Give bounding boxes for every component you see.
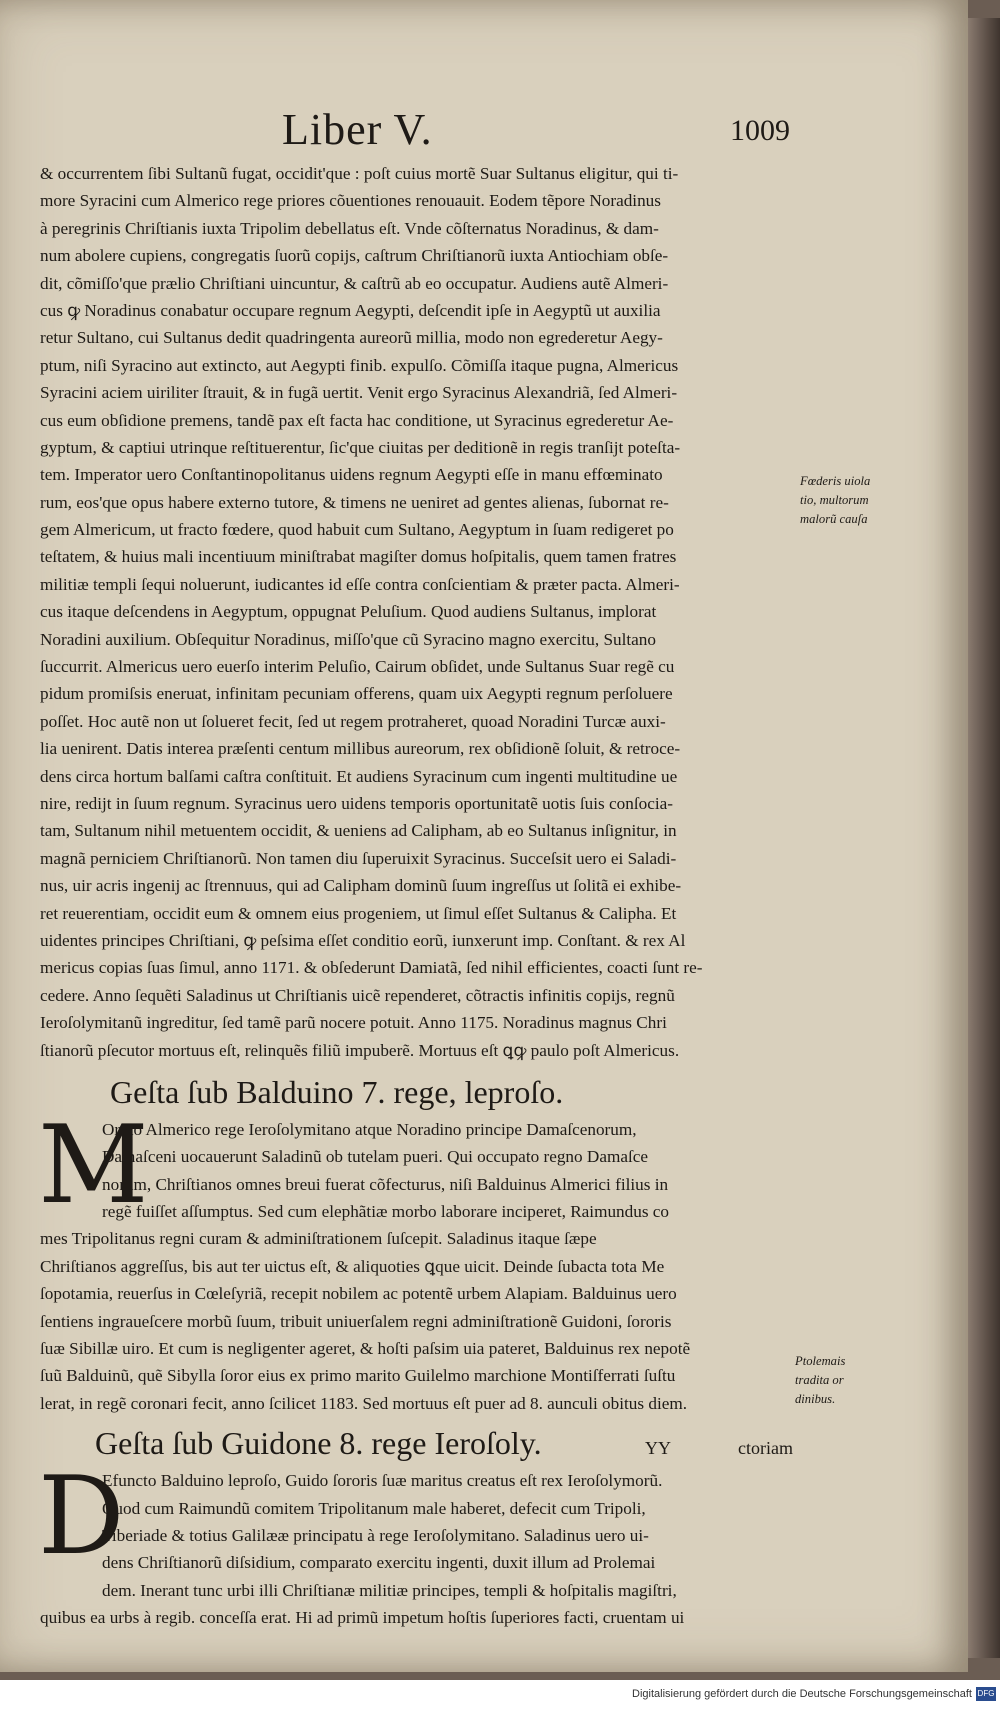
text-line: tam, Sultanum nihil metuentem occidit, & ueniens ad Calipham, ab eo Sultanus inſignitur, in xyxy=(40,821,677,841)
text-line: Efuncto Balduino leproſo, Guido ſororis ſuæ maritus creatus eſt rex Ieroſolymorũ. xyxy=(102,1471,663,1491)
text-line: Tiberiade & totius Galilææ principatu à rege Ieroſolymitano. Saladinus uero ui- xyxy=(102,1525,649,1545)
text-line: ſtianorũ pſecutor mortuus eſt, relinquẽs filiũ impuberẽ. Mortuus eſt ꝗꝙ paulo poſt Almericus. xyxy=(40,1040,680,1060)
text-line: militiæ templi ſequi noluerunt, iudicantes id eſſe contra conſcientiam & præter pacta. Almeri- xyxy=(40,574,680,594)
text-line: cus itaque deſcendens in Aegyptum, oppugnat Peluſium. Quod audiens Sultanus, implorat xyxy=(40,602,657,622)
marginal-line: tradita or xyxy=(795,1373,844,1387)
running-head xyxy=(0,104,968,164)
marginal-line: Ptolemais xyxy=(795,1354,846,1368)
text-line: ſuccurrit. Almericus uero euerſo interim Peluſio, Cairum obſidet, unde Sultanus Suar regẽ cu xyxy=(40,657,675,677)
text-line: lerat, in regẽ coronari fecit, anno ſcilicet 1183. Sed mortuus eſt puer ad 8. aunculi obitus diem. xyxy=(40,1393,688,1413)
text-line: ptum, niſi Syracino aut extincto, aut Aegypti finib. expulſo. Cõmiſſa itaque pugna, Almericus xyxy=(40,355,679,375)
text-line: dit, cõmiſſo'que prælio Chriſtiani uincuntur, & caſtrũ ab eo occupatur. Audiens autẽ Almeri- xyxy=(40,273,669,293)
text-line: Ortuo Almerico rege Ieroſolymitano atque Noradino principe Damaſcenorum, xyxy=(102,1119,637,1139)
text-line: Noradini auxilium. Obſequitur Noradinus, miſſo'que cũ Syracino magno exercitu, Sultano xyxy=(40,629,656,649)
text-line: mes Tripolitanus regni curam & adminiſtrationem ſuſcepit. Saladinus itaque ſæpe xyxy=(40,1229,597,1249)
marginal-line: malorũ cauſa xyxy=(800,512,868,526)
catchword: ctoriam xyxy=(738,1438,793,1458)
section-3 xyxy=(38,1454,785,1631)
signature-mark: YY xyxy=(645,1438,671,1458)
page-number: 1009 xyxy=(730,114,790,147)
text-line: rum, eos'que opus habere externo tutore, & timens ne ueniret ad gentes alienas, ſubornat re- xyxy=(40,492,669,512)
text-line: magnã perniciem Chriſtianorũ. Non tamen diu ſuperuixit Syracinus. Succeſsit uero ei Saladi- xyxy=(40,848,677,868)
text-line: quibus ea urbs à regib. conceſſa erat. Hi ad primũ impetum hoſtis ſuperiores facti, cruentam ui xyxy=(40,1608,685,1628)
text-line: dens circa hortum balſami caſtra conſtituit. Et audiens Syracinum cum ingenti multitudine ue xyxy=(40,766,678,786)
section-1 xyxy=(40,160,785,1064)
text-line: lia uenirent. Datis interea præſenti centum millibus aureorum, rex obſidionẽ ſoluit, & retroce- xyxy=(40,739,681,759)
section-heading-balduino: Geſta ſub Balduino 7. rege, leproſo. xyxy=(110,1073,564,1110)
text-line: gyptum, & captiui utrinque reſtituerentur, ſic'que ciuitas per deditionẽ in regis tranſijt poteſta- xyxy=(40,437,681,457)
text-line: ſopotamia, reuerſus in Cœleſyriã, recepit nobilem ac potentẽ urbem Alapiam. Balduinus uero xyxy=(40,1284,677,1304)
section-heading-guidone: Geſta ſub Guidone 8. rege Ieroſoly. xyxy=(95,1425,542,1462)
text-line: à peregrinis Chriſtianis iuxta Tripolim debellatus eſt. Vnde cõſternatus Noradinus, & dam- xyxy=(40,218,659,238)
marginal-line: dinibus. xyxy=(795,1392,836,1406)
text-line: dem. Inerant tunc urbi illi Chriſtianæ militiæ principes, templi & hoſpitalis magiſtri, xyxy=(102,1580,677,1600)
text-line: retur Sultano, cui Sultanus dedit quadringenta aureorũ millia, modo non egrederetur Aegy- xyxy=(40,328,663,348)
text-line: cedere. Anno ſequẽti Saladinus ut Chriſtianis uicẽ rependeret, cõtractis infinitis copijs, regnũ xyxy=(40,985,675,1005)
drop-cap-initial: M xyxy=(38,1102,149,1228)
text-line: teſtatem, & huius mali incentiuum miniſtrabat magiſter domus hoſpitalis, quem tamen fratres xyxy=(40,547,677,567)
drop-cap-initial: D xyxy=(38,1454,125,1580)
text-line: Chriſtianos aggreſſus, bis aut ter uictus eſt, & aliquoties ꝗque uicit. Deinde ſubacta tota Me xyxy=(40,1256,665,1276)
footer-credit: Digitalisierung gefördert durch die Deutsche Forschungsgemeinschaft xyxy=(632,1688,972,1700)
text-line: num abolere cupiens, congregatis ſuorũ copijs, caſtrum Chriſtianorũ iuxta Antiochiam obſe- xyxy=(40,246,669,266)
text-line: cus ꝙ Noradinus conabatur occupare regnum Aegypti, deſcendit ipſe in Aegyptũ ut auxilia xyxy=(40,300,661,320)
marginal-note-foederis xyxy=(800,472,870,529)
text-line: tem. Imperator uero Conſtantinopolitanus uidens regnum Aegypti eſſe in manu effœminato xyxy=(40,465,663,485)
text-line: ret reuerentiam, occidit eum & omnem eius progeniem, ut ſimul eſſet Sultanus & Calipha. Et xyxy=(40,903,677,923)
text-line: Quod cum Raimundũ comitem Tripolitanum male haberet, defecit cum Tripoli, xyxy=(102,1498,646,1518)
text-line: Syracini aciem uiriliter ſtrauit, & in fugã uertit. Venit ergo Syracinus Alexandriã, ſed Almeri- xyxy=(40,383,678,403)
text-line: ſuæ Sibillæ uiro. Et cum is negligenter ageret, & hoſti paſsim uia pateret, Balduinus rex nepotẽ xyxy=(40,1339,691,1359)
main-text xyxy=(40,160,785,1632)
text-line: uidentes principes Chriſtiani, ꝙ peſsima eſſet conditio eorũ, iunxerunt imp. Conſtant. & rex Al xyxy=(40,930,686,950)
text-line: nire, redijt in ſuum regnum. Syracinus uero uidens temporis oportunitatẽ uotis ſuis conſocia- xyxy=(40,793,673,813)
page-edge xyxy=(968,18,1000,1658)
text-line: Damaſceni uocauerunt Saladinũ ob tutelam pueri. Qui occupato regno Damaſce xyxy=(102,1147,648,1167)
marginal-line: Fœderis uiola xyxy=(800,474,871,488)
text-line: ſuũ Balduinũ, quẽ Sibylla ſoror eius ex primo marito Guilelmo marchione Montiſferrati ſuſtu xyxy=(40,1366,676,1386)
text-line: pidum promiſsis eneruat, infinitam pecuniam offerens, quam uix Aegypti regnum perſoluere xyxy=(40,684,673,704)
footer-bar xyxy=(0,1680,1000,1710)
running-title: Liber V. xyxy=(282,105,433,154)
text-line: poſſet. Hoc autẽ non ut ſolueret fecit, ſed ut regem protraheret, quoad Noradini Turcæ auxi- xyxy=(40,711,666,731)
marginal-line: tio, multorum xyxy=(800,493,869,507)
text-line: ſentiens ingraueſcere morbũ ſuum, tribuit uniuerſalem regni adminiſtrationẽ Guidoni, ſororis xyxy=(40,1311,672,1331)
text-line: norum, Chriſtianos omnes breui fuerat cõfecturus, niſi Balduinus Almerici filius in xyxy=(102,1174,669,1194)
text-line: & occurrentem ſibi Sultanũ fugat, occidit'que : poſt cuius mortẽ Suar Sultanus eligitur, qui ti- xyxy=(40,164,679,183)
text-line: regẽ fuiſſet aſſumptus. Sed cum elephãtiæ morbo laborare inciperet, Raimundus co xyxy=(102,1202,670,1222)
text-line: more Syracini cum Almerico rege priores cõuentiones renouauit. Eodem tẽpore Noradinus xyxy=(40,191,661,211)
text-line: cus eum obſidione premens, tandẽ pax eſt facta hac conditione, ut Syracinus egrederetur Ae- xyxy=(40,410,674,430)
dfg-logo-icon: DFG xyxy=(976,1687,996,1701)
marginal-note-ptolemais xyxy=(795,1352,845,1409)
text-line: gem Almericum, ut fracto fœdere, quod habuit cum Sultano, Aegyptum in ſuam redigeret po xyxy=(40,520,674,540)
text-line: dens Chriſtianorũ diſsidium, comparato exercitu ingenti, duxit illum ad Prolemai xyxy=(102,1553,656,1573)
text-line: mericus copias ſuas ſimul, anno 1171. & obſederunt Damiatã, ſed nihil efficientes, coacti ſunt re- xyxy=(40,958,703,978)
section-2 xyxy=(38,1102,785,1417)
text-line: Ieroſolymitanũ ingreditur, ſed tamẽ parũ nocere potuit. Anno 1175. Noradinus magnus Chri xyxy=(40,1013,667,1033)
text-line: nus, uir acris ingenij ac ſtrennuus, qui ad Calipham dominũ ſuum ingreſſus ut ſolitã ei exhibe- xyxy=(40,876,682,896)
